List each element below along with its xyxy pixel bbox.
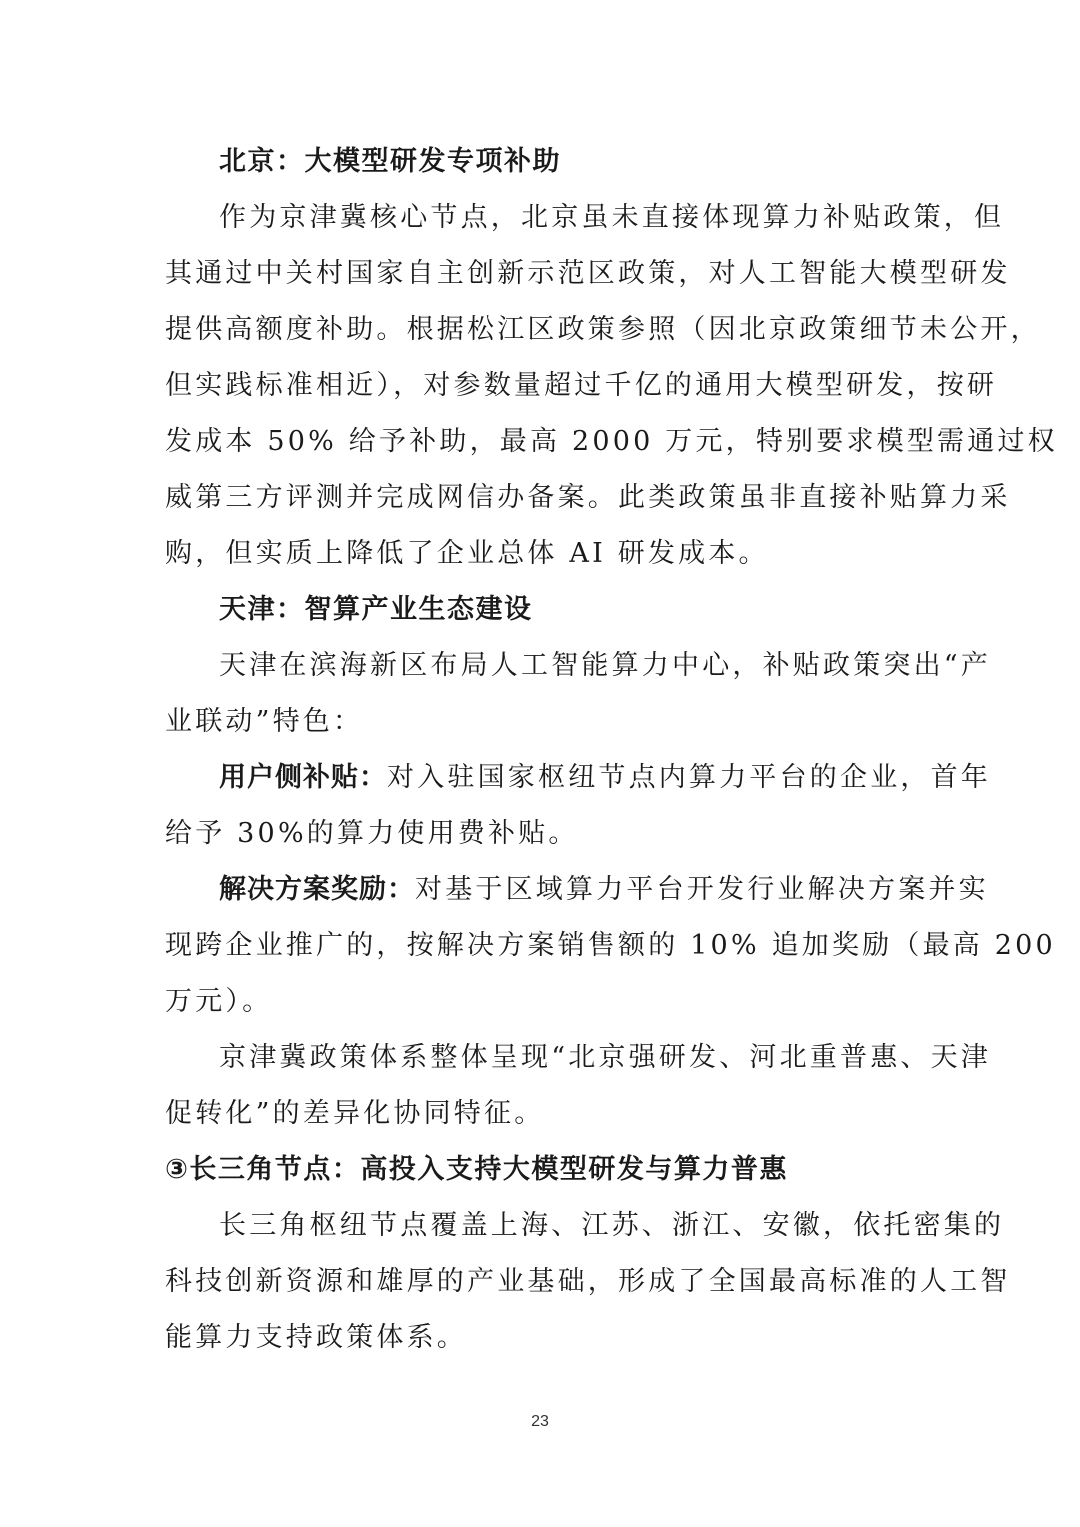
user-subsidy-text: 对入驻国家枢纽节点内算力平台的企业，首年	[387, 762, 991, 793]
paragraph-line: 作为京津冀核心节点，北京虽未直接体现算力补贴政策，但	[219, 202, 1005, 233]
paragraph-line: 现跨企业推广的，按解决方案销售额的 10% 追加奖励（最高 200	[165, 930, 1056, 961]
section-heading-tianjin: 天津：智算产业生态建设	[219, 594, 533, 625]
paragraph-line: 能算力支持政策体系。	[165, 1322, 467, 1353]
paragraph-line: 发成本 50% 给予补助，最高 2000 万元，特别要求模型需通过权	[165, 426, 1058, 457]
paragraph-line: 给予 30%的算力使用费补贴。	[165, 818, 579, 849]
paragraph-line: 长三角枢纽节点覆盖上海、江苏、浙江、安徽，依托密集的	[219, 1210, 1005, 1241]
paragraph-line: 科技创新资源和雄厚的产业基础，形成了全国最高标准的人工智	[165, 1266, 1011, 1297]
section-heading-yangtze-delta: ③长三角节点：高投入支持大模型研发与算力普惠	[165, 1154, 788, 1185]
paragraph-line: 天津在滨海新区布局人工智能算力中心，补贴政策突出“产	[219, 650, 992, 681]
user-subsidy-label: 用户侧补贴：	[219, 762, 387, 793]
paragraph-line: 提供高额度补助。根据松江区政策参照（因北京政策细节未公开，	[165, 314, 1041, 345]
paragraph-line: 促转化”的差异化协同特征。	[165, 1098, 545, 1129]
paragraph-line: 购，但实质上降低了企业总体 AI 研发成本。	[165, 538, 769, 569]
paragraph-line: 威第三方评测并完成网信办备案。此类政策虽非直接补贴算力采	[165, 482, 1011, 513]
user-subsidy-line	[219, 758, 991, 798]
section-heading-beijing: 北京：大模型研发专项补助	[219, 146, 561, 177]
paragraph-line: 京津冀政策体系整体呈现“北京强研发、河北重普惠、天津	[219, 1042, 992, 1073]
page-number: 23	[531, 1413, 549, 1430]
paragraph-line: 万元）。	[165, 986, 273, 1017]
solution-reward-text: 对基于区域算力平台开发行业解决方案并实	[415, 874, 989, 905]
paragraph-line: 业联动”特色：	[165, 706, 364, 737]
paragraph-line: 但实践标准相近），对参数量超过千亿的通用大模型研发，按研	[165, 370, 998, 401]
paragraph-line: 其通过中关村国家自主创新示范区政策，对人工智能大模型研发	[165, 258, 1011, 289]
solution-reward-label: 解决方案奖励：	[219, 874, 415, 905]
solution-reward-line	[219, 870, 989, 910]
